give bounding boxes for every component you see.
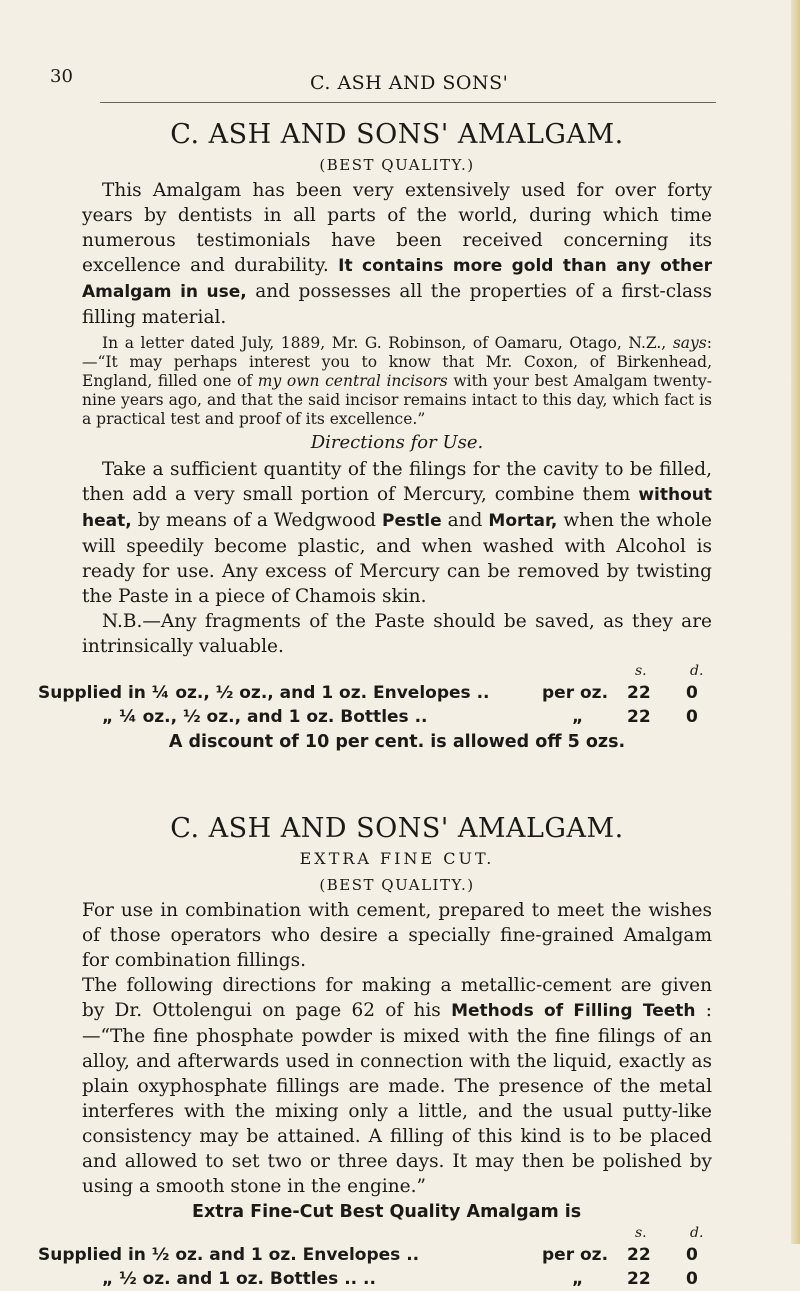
intro-bold-claim: It contains more gold than any other Amalgam in use, <box>82 256 712 302</box>
quote-text-mid: :—“It may perhaps interest you to know that Mr. Coxon, of Birkenhead, England, filled one of <box>82 334 712 390</box>
currency-d: d. <box>690 663 704 679</box>
directions-and: and <box>447 510 483 531</box>
intro-text-end: and possesses all the properties of a first-class filling material. <box>82 281 713 328</box>
price-pence: 0 <box>686 683 698 703</box>
price-row <box>82 705 712 729</box>
price-label: „ ¼ oz., ½ oz., and 1 oz. Bottles .. <box>102 707 428 727</box>
price-label: Supplied in ¼ oz., ½ oz., and 1 oz. Envelopes .. <box>38 683 490 703</box>
page-edge <box>791 0 800 1244</box>
price-shillings: 22 <box>627 683 651 703</box>
discount-note: A discount of 10 per cent. is allowed off 5 ozs. <box>168 732 626 752</box>
currency-s: s. <box>635 1225 647 1241</box>
quality-label: (BEST QUALITY.) <box>319 876 475 894</box>
price-row <box>82 1267 712 1291</box>
ottolengui-paragraph <box>82 973 712 1199</box>
intro-paragraph <box>82 178 712 330</box>
directions-bold-pestle: Pestle <box>382 511 442 531</box>
usage-paragraph: For use in combination with cement, prepared to meet the wishes of those operators who desire a specially fine-grained Amalgam for combination fillings. <box>82 900 712 971</box>
header-rule <box>100 102 716 103</box>
section-extra-fine-cut <box>38 812 712 1291</box>
price-unit: „ <box>572 707 584 727</box>
directions-paragraph <box>82 457 712 609</box>
price-pence: 0 <box>686 707 698 727</box>
currency-header <box>82 1225 712 1243</box>
running-head: C. ASH AND SONS' <box>310 72 509 94</box>
quality-label: (BEST QUALITY.) <box>319 156 475 174</box>
price-unit: „ <box>572 1269 584 1289</box>
currency-s: s. <box>635 663 647 679</box>
intro-text: This Amalgam has been very extensively used for over forty years by dentists in all parts of the world, during which time numerous testimonials have been received concerning its excellence and durability. <box>82 180 712 276</box>
ottolengui-text-end: :—“The fine phosphate powder is mixed with the fine filings of an alloy, and afterwards used in connection with the liquid, exactly as plain oxyphosphate fillings are made. The presence of the metal interferes with the mixing only a little, and the usual putty-like consistency may be attained. A filling of this kind is to be placed and allowed to set two or three days. It may then be polished by using a smooth stone in the engine.” <box>82 1000 712 1197</box>
quote-italic: my own central incisors <box>257 372 448 390</box>
price-unit: per oz. <box>542 683 609 703</box>
currency-header <box>82 663 712 681</box>
quote-text-end: with your best Amalgam twenty-nine years ago, and that the said incisor remains intact to this day, which fact is a practical test and proof of its excellence.” <box>82 372 712 428</box>
subtitle: EXTRA FINE CUT. <box>299 849 495 868</box>
book-title: Methods of Filling Teeth <box>451 1001 696 1021</box>
price-row <box>38 1243 712 1267</box>
section-title: C. ASH AND SONS' AMALGAM. <box>170 119 624 150</box>
page-number: 30 <box>50 66 73 87</box>
price-unit: per oz. <box>542 1245 609 1265</box>
price-heading: Extra Fine-Cut Best Quality Amalgam is <box>192 1202 582 1222</box>
price-pence: 0 <box>686 1245 698 1265</box>
section-best-quality <box>38 118 713 755</box>
testimonial-quote <box>82 334 712 429</box>
directions-text-mid: by means of a Wedgwood <box>137 510 377 531</box>
quote-says: says <box>672 334 707 352</box>
price-shillings: 22 <box>627 707 651 727</box>
nb-paragraph: N.B.—Any fragments of the Paste should be saved, as they are intrinsically valuable. <box>82 611 712 657</box>
price-pence: 0 <box>686 1269 698 1289</box>
price-label: Supplied in ½ oz. and 1 oz. Envelopes .. <box>38 1245 420 1265</box>
directions-heading: Directions for Use. <box>310 432 484 453</box>
price-shillings: 22 <box>627 1245 651 1265</box>
directions-text-end: when the whole will speedily become plastic, and when washed with Alcohol is ready for use. Any excess of Mercury can be removed by twisting the Paste in a piece of Chamois skin. <box>82 510 712 607</box>
directions-text: Take a sufficient quantity of the filings for the cavity to be filled, then add a very small portion of Mercury, combine them <box>82 459 712 505</box>
directions-bold-heat: without heat, <box>82 485 713 531</box>
directions-bold-mortar: Mortar, <box>488 511 558 531</box>
price-row <box>38 681 712 705</box>
section-title: C. ASH AND SONS' AMALGAM. <box>170 813 624 844</box>
price-shillings: 22 <box>627 1269 651 1289</box>
price-label: „ ½ oz. and 1 oz. Bottles .. .. <box>102 1269 376 1289</box>
currency-d: d. <box>690 1225 704 1241</box>
quote-text: In a letter dated July, 1889, Mr. G. Robinson, of Oamaru, Otago, N.Z., <box>102 334 667 352</box>
ottolengui-text: The following directions for making a metallic-cement are given by Dr. Ottolengui on page 62 of his <box>82 975 712 1021</box>
